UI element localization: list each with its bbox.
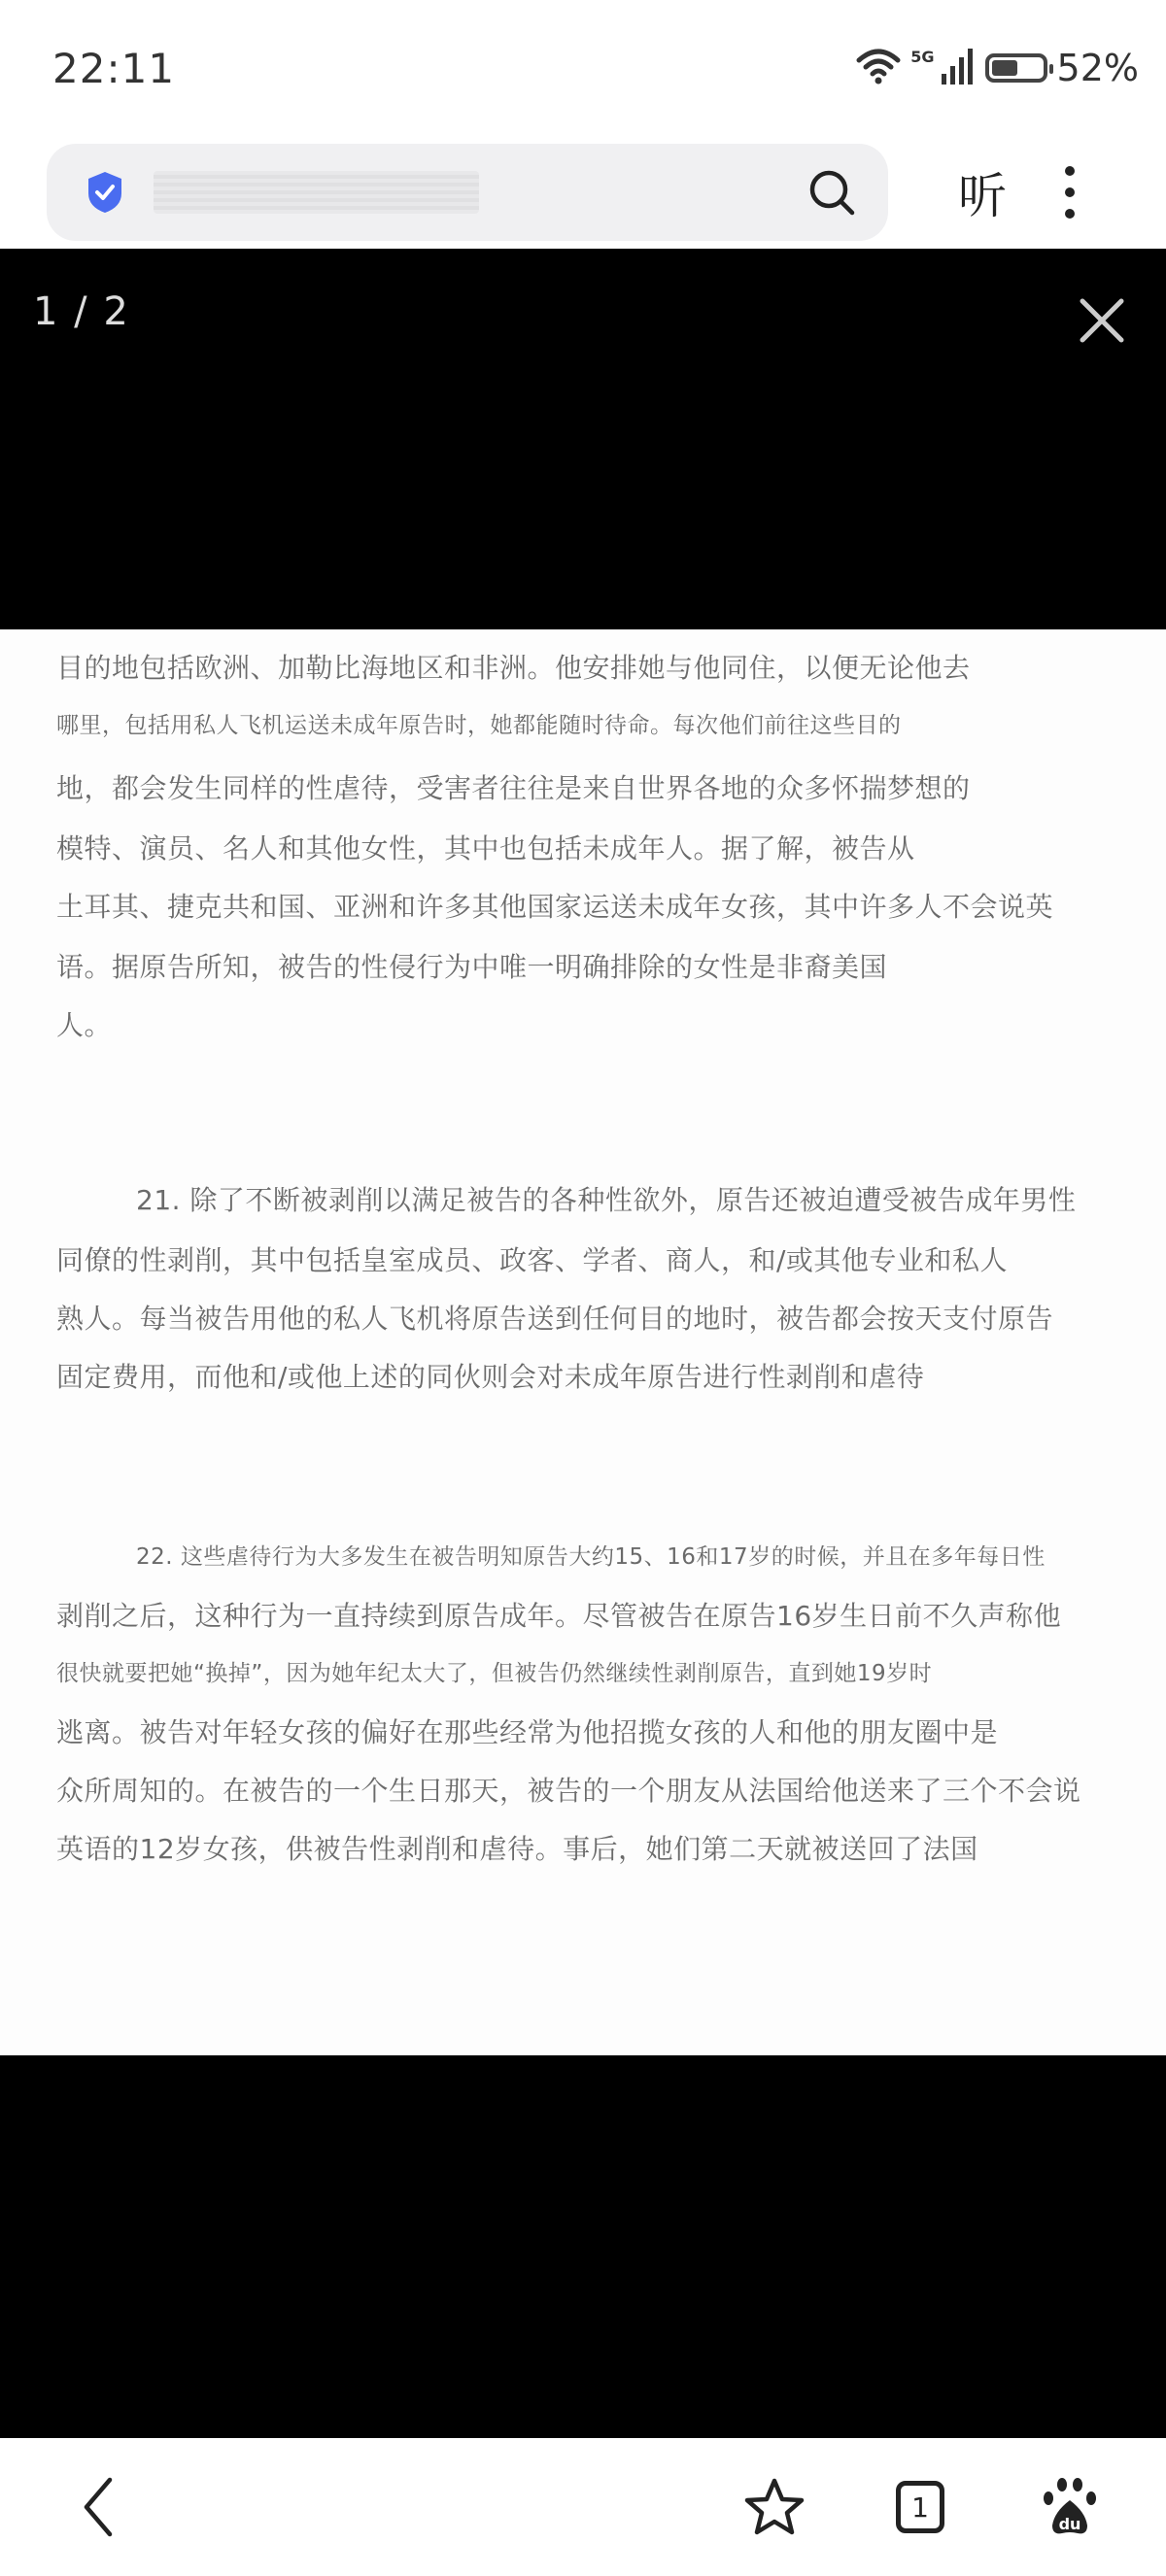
browser-toolbar [0,136,1166,249]
url-text-blurred[interactable] [154,171,479,214]
doc-line: 很快就要把她“换掉”，因为她年纪太大了，但被告仍然继续性剥削原告，直到她19岁时 [56,1661,933,1686]
star-icon[interactable] [740,2473,808,2541]
doc-line: 英语的12岁女孩，供被告性剥削和虐待。事后，她们第二天就被送回了法国 [56,1833,978,1865]
shield-check-icon [86,170,124,215]
status-time: 22:11 [52,44,176,92]
doc-line: 剥削之后，这种行为一直持续到原告成年。尽管被告在原告16岁生日前不久声称他 [56,1600,1062,1632]
doc-line: 哪里，包括用私人飞机运送未成年原告时，她都能随时待命。每次他们前往这些目的 [56,713,902,738]
image-viewer-footer [0,2055,1166,2438]
close-icon[interactable] [1075,293,1129,348]
baidu-paw-icon[interactable] [1036,2473,1104,2541]
listen-button[interactable]: 听 [958,168,1007,224]
battery-percent: 52% [1056,47,1139,89]
doc-line: 22. 这些虐待行为大多发生在被告明知原告大约15、16和17岁的时候，并且在多年每日性 [136,1544,1046,1570]
cellular-signal-icon [941,47,976,89]
doc-line: 语。据原告所知，被告的性侵行为中唯一明确排除的女性是非裔美国 [56,951,888,983]
doc-line: 同僚的性剥削，其中包括皇室成员、政客、学者、商人，和/或其他专业和私人 [56,1244,1008,1276]
battery-icon [985,53,1047,83]
doc-line: 众所周知的。在被告的一个生日那天，被告的一个朋友从法国给他送来了三个不会说 [56,1775,1081,1807]
image-viewer-header [0,249,1166,629]
tab-count: 1 [896,2481,944,2533]
status-icons [856,47,1139,89]
address-bar[interactable] [47,144,888,241]
doc-line: 目的地包括欧洲、加勒比海地区和非洲。他安排她与他同住，以便无论他去 [56,652,971,684]
doc-line: 土耳其、捷克共和国、亚洲和许多其他国家运送未成年女孩，其中许多人不会说英 [56,891,1054,923]
doc-line: 逃离。被告对年轻女孩的偏好在那些经常为他招揽女孩的人和他的朋友圈中是 [56,1716,999,1748]
wifi-icon [856,47,901,89]
page-counter: 1 / 2 [33,289,130,334]
doc-line: 人。 [56,1009,113,1041]
doc-line: 固定费用，而他和/或他上述的同伙则会对未成年原告进行性剥削和虐待 [56,1361,925,1393]
svg-text:du: du [1058,2515,1081,2533]
doc-line: 熟人。每当被告用他的私人飞机将原告送到任何目的地时，被告都会按天支付原告 [56,1303,1054,1335]
tabs-button[interactable] [886,2473,954,2541]
search-icon[interactable] [805,165,859,220]
doc-line: 地，都会发生同样的性虐待，受害者往往是来自世界各地的众多怀揣梦想的 [56,772,971,804]
document-image[interactable] [0,629,1166,2055]
doc-line: 21. 除了不断被剥削以满足被告的各种性欲外，原告还被迫遭受被告成年男性 [136,1184,1077,1216]
doc-line: 模特、演员、名人和其他女性，其中也包括未成年人。据了解，被告从 [56,832,915,864]
network-type: 5G [910,47,935,66]
bottom-navigation [0,2438,1166,2576]
chevron-left-icon[interactable] [64,2473,132,2541]
status-bar [0,0,1166,136]
more-vertical-icon[interactable] [1055,166,1084,219]
